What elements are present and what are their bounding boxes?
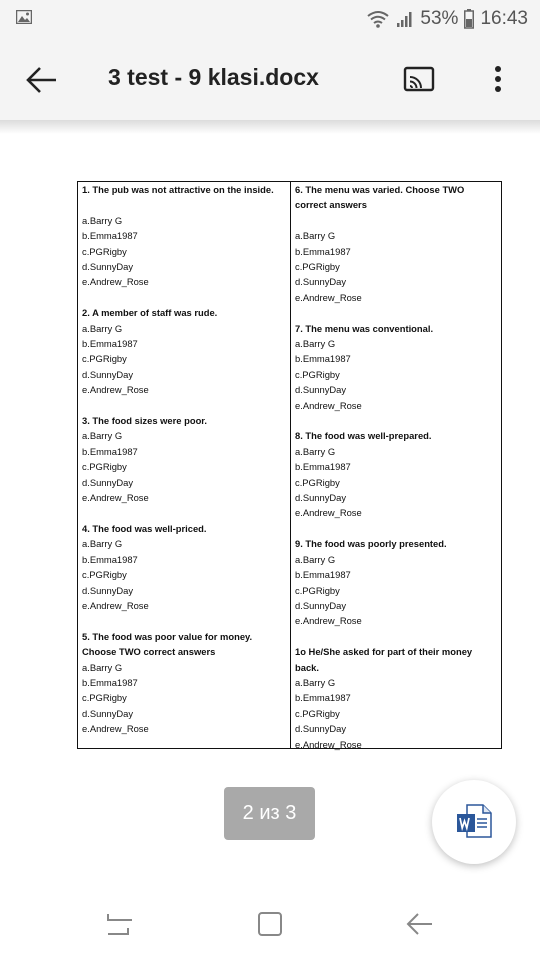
answer-option: e.Andrew_Rose bbox=[295, 291, 362, 303]
question-block bbox=[82, 629, 286, 737]
answer-option: a.Barry G bbox=[82, 538, 123, 550]
signal-icon bbox=[396, 10, 414, 28]
answer-option: c.PGRigby bbox=[82, 461, 127, 473]
question-title: 1. The pub was not attractive on the inside. bbox=[82, 184, 274, 195]
answer-option: a.Barry G bbox=[82, 214, 123, 226]
question-title: 1o He/She asked for part of their money back. bbox=[295, 646, 473, 673]
answer-option: a.Barry G bbox=[82, 661, 123, 673]
page-indicator: 2 из 3 bbox=[224, 787, 315, 840]
answer-option: e.Andrew_Rose bbox=[295, 615, 362, 627]
question-block bbox=[295, 428, 497, 520]
answer-option: d.SunnyDay bbox=[295, 599, 347, 611]
answer-option: c.PGRigby bbox=[295, 261, 340, 273]
answer-option: c.PGRigby bbox=[82, 353, 127, 365]
question-title: 6. The menu was varied. Choose TWO correct answers bbox=[295, 184, 465, 211]
word-app-icon bbox=[455, 802, 493, 840]
answer-option: b.Emma1987 bbox=[82, 553, 138, 565]
answer-option: d.SunnyDay bbox=[295, 276, 347, 288]
app-bar bbox=[0, 38, 540, 120]
answer-option: b.Emma1987 bbox=[295, 353, 351, 365]
open-in-word-button[interactable] bbox=[432, 780, 516, 864]
question-title: 5. The food was poor value for money. Choose TWO correct answers bbox=[82, 630, 253, 658]
question-block bbox=[295, 536, 497, 628]
more-vert-icon[interactable] bbox=[486, 62, 510, 96]
answer-option: d.SunnyDay bbox=[82, 261, 134, 273]
question-block bbox=[82, 521, 286, 613]
question-block bbox=[295, 321, 497, 413]
battery-percent: 53% bbox=[420, 8, 459, 29]
question-title: 8. The food was well-prepared. bbox=[295, 430, 432, 442]
navigation-bar bbox=[0, 880, 540, 960]
answer-option: d.SunnyDay bbox=[295, 723, 347, 735]
question-block bbox=[295, 644, 497, 752]
answer-option: c.PGRigby bbox=[82, 245, 127, 257]
gallery-notification-icon bbox=[16, 10, 32, 24]
question-title: 3. The food sizes were poor. bbox=[82, 415, 208, 427]
answer-option: a.Barry G bbox=[82, 322, 123, 334]
answer-option: a.Barry G bbox=[295, 553, 336, 565]
answer-option: c.PGRigby bbox=[295, 368, 340, 380]
answer-option: d.SunnyDay bbox=[82, 476, 134, 488]
question-title: 2. A member of staff was rude. bbox=[82, 307, 218, 319]
back-icon[interactable] bbox=[404, 908, 436, 940]
answer-option: a.Barry G bbox=[82, 430, 123, 442]
document-title: 3 test - 9 klasi.docx bbox=[108, 64, 319, 90]
home-icon[interactable] bbox=[254, 908, 286, 940]
answer-option: c.PGRigby bbox=[82, 692, 127, 704]
answer-option: a.Barry G bbox=[295, 676, 336, 688]
question-block bbox=[295, 182, 497, 305]
answer-option: b.Emma1987 bbox=[82, 676, 138, 688]
cast-icon[interactable] bbox=[402, 62, 436, 96]
answer-option: a.Barry G bbox=[295, 338, 336, 350]
answer-option: e.Andrew_Rose bbox=[295, 738, 362, 750]
status-right-group bbox=[366, 6, 528, 32]
answer-option: b.Emma1987 bbox=[295, 461, 351, 473]
answer-option: e.Andrew_Rose bbox=[295, 399, 362, 411]
question-title: 9. The food was poorly presented. bbox=[295, 538, 447, 550]
question-title: 7. The menu was conventional. bbox=[295, 322, 434, 334]
status-bar bbox=[0, 0, 540, 38]
answer-option: b.Emma1987 bbox=[82, 445, 138, 457]
answer-option: e.Andrew_Rose bbox=[82, 384, 149, 396]
answer-option: b.Emma1987 bbox=[295, 245, 351, 257]
answer-option: d.SunnyDay bbox=[82, 584, 134, 596]
answer-option: c.PGRigby bbox=[295, 707, 340, 719]
back-arrow-icon[interactable] bbox=[22, 60, 62, 100]
answer-option: a.Barry G bbox=[295, 230, 336, 242]
left-column bbox=[78, 182, 290, 748]
right-column bbox=[290, 182, 501, 748]
answer-option: e.Andrew_Rose bbox=[295, 507, 362, 519]
answer-option: b.Emma1987 bbox=[82, 230, 138, 242]
answer-option: e.Andrew_Rose bbox=[82, 723, 149, 735]
answer-option: b.Emma1987 bbox=[295, 692, 351, 704]
answer-option: e.Andrew_Rose bbox=[82, 276, 149, 288]
answer-option: d.SunnyDay bbox=[82, 707, 134, 719]
answer-option: c.PGRigby bbox=[295, 476, 340, 488]
battery-icon bbox=[464, 9, 474, 29]
clock: 16:43 bbox=[480, 8, 528, 29]
answer-option: a.Barry G bbox=[295, 445, 336, 457]
question-block bbox=[82, 413, 286, 505]
app-bar-shadow bbox=[0, 120, 540, 134]
answer-option: d.SunnyDay bbox=[295, 492, 347, 504]
answer-option: d.SunnyDay bbox=[82, 368, 134, 380]
question-block bbox=[82, 305, 286, 397]
answer-option: b.Emma1987 bbox=[295, 569, 351, 581]
answer-option: c.PGRigby bbox=[295, 584, 340, 596]
answer-option: d.SunnyDay bbox=[295, 384, 347, 396]
wifi-icon bbox=[366, 10, 390, 28]
question-block bbox=[82, 182, 286, 290]
recents-icon[interactable] bbox=[104, 908, 136, 940]
answer-option: e.Andrew_Rose bbox=[82, 599, 149, 611]
answer-option: e.Andrew_Rose bbox=[82, 492, 149, 504]
answer-option: c.PGRigby bbox=[82, 569, 127, 581]
answer-option: b.Emma1987 bbox=[82, 338, 138, 350]
question-title: 4. The food was well-priced. bbox=[82, 522, 207, 534]
document-table bbox=[77, 181, 502, 749]
